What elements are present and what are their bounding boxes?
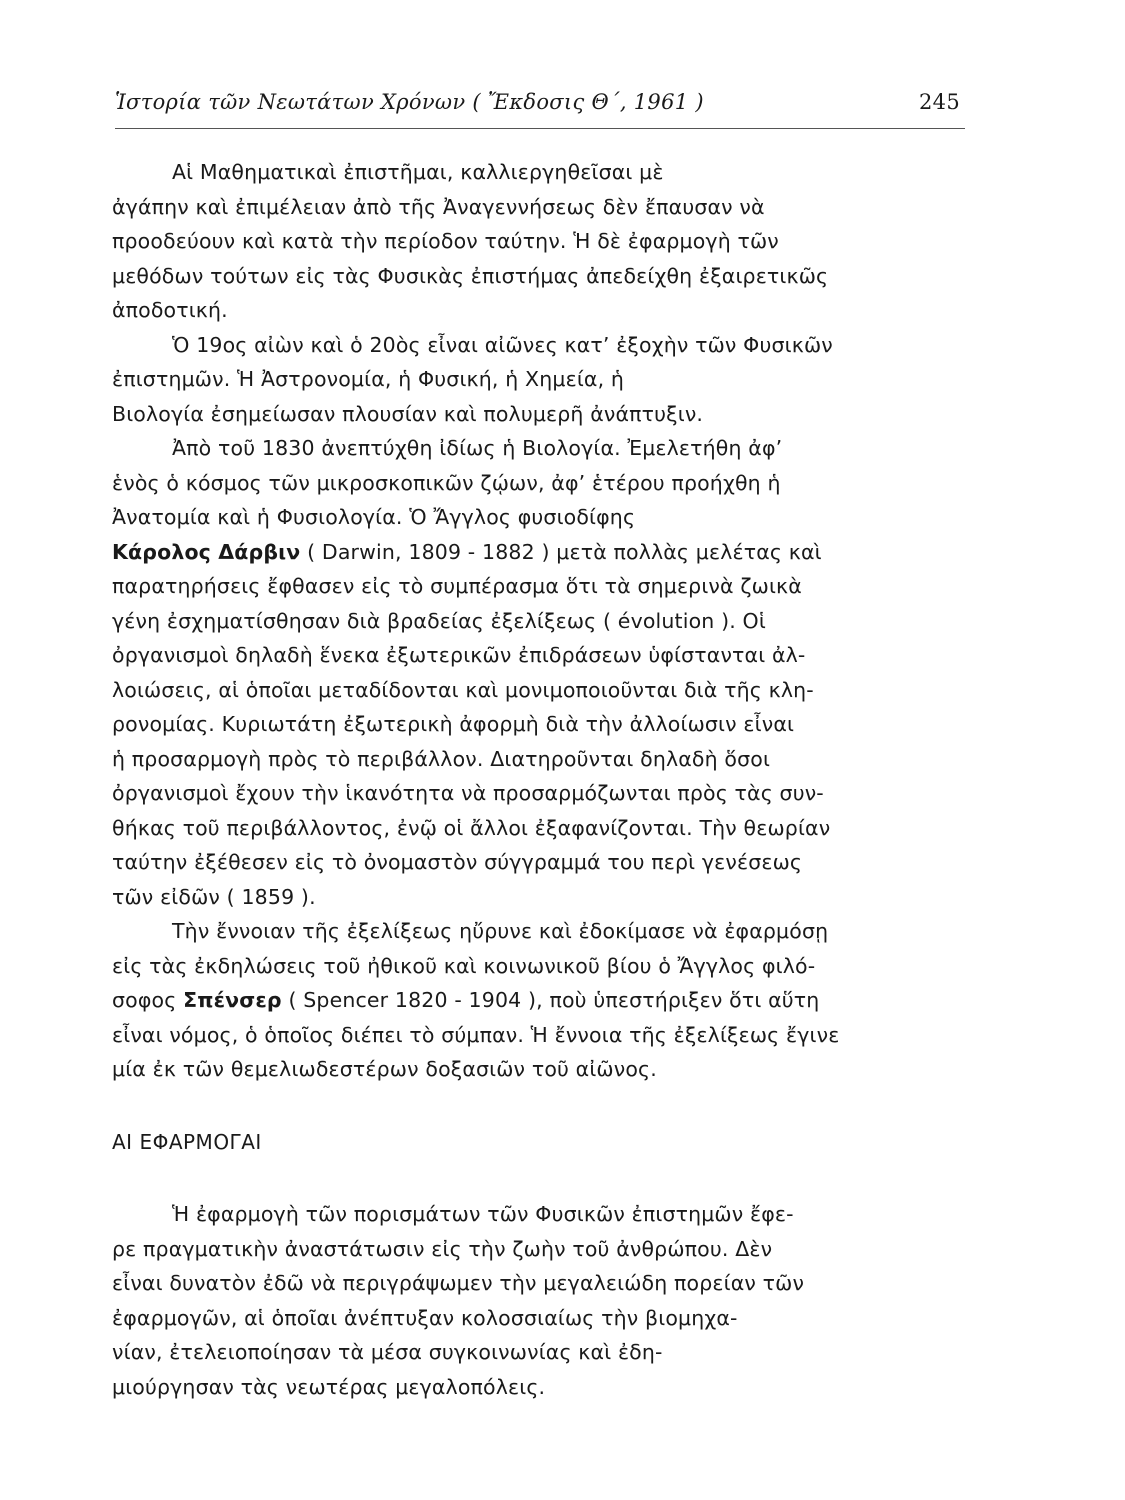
spencer-name: Σπένσερ [183,988,282,1012]
text-line: λοιώσεις, αἱ ὁποῖαι μεταδίδονται καὶ μονιμοποιοῦνται διὰ τῆς κλη- [112,677,814,702]
text-line: Ἀπὸ τοῦ 1830 ἀνεπτύχθη ἰδίως ἡ Βιολογία. Ἐμελετήθη ἀφ’ [172,436,783,460]
text-line: ἐπιστημῶν. Ἡ Ἀστρονομία, ἡ Φυσική, ἡ Χημεία, ἡ [112,367,625,391]
text-line: ἡ προσαρμογὴ πρὸς τὸ περιβάλλον. Διατηροῦνται δηλαδὴ ὅσοι [112,746,771,771]
text-line: προοδεύουν καὶ κατὰ τὴν περίοδον ταύτην. Ἡ δὲ ἐφαρμογὴ τῶν [112,229,779,253]
page-number: 245 [919,90,960,114]
text-line: εἶναι νόμος, ὁ ὁποῖος διέπει τὸ σύμπαν. Ἡ ἔννοια τῆς ἐξελίξεως ἔγινε [112,1022,840,1047]
text-line: Ὁ 19ος αἰὼν καὶ ὁ 20ὸς εἶναι αἰῶνες κατ’ ἐξοχὴν τῶν Φυσικῶν [172,332,833,357]
header-rule [115,128,965,129]
text-line: μία ἐκ τῶν θεμελιωδεστέρων δοξασιῶν τοῦ αἰῶνος. [112,1057,657,1081]
paragraph-mathematics [112,155,954,328]
running-header [115,90,960,114]
text-line: Ἀνατομία καὶ ἡ Φυσιολογία. Ὁ Ἄγγλος φυσιοδίφης [112,505,636,529]
text-line [112,983,954,1018]
darwin-name: Κάρολος Δάρβιν [112,539,301,564]
text-line: μιούργησαν τὰς νεωτέρας μεγαλοπόλεις. [112,1374,546,1399]
text-line: ρε πραγματικὴν ἀναστάτωσιν εἰς τὴν ζωὴν τοῦ ἀνθρώπου. Δὲν [112,1236,773,1261]
spacer [112,1087,954,1125]
text-line: ρονομίας. Κυριωτάτη ἐξωτερικὴ ἀφορμὴ διὰ τὴν ἀλλοίωσιν εἶναι [112,712,795,736]
spencer-line-rest: ( Spencer 1820 - 1904 ), ποὺ ὑπεστήριξεν ὅτι αὕτη [288,988,820,1012]
text-line: ἀποδοτική. [112,298,228,322]
paragraph-spencer [112,914,954,1087]
text-line: ὀργανισμοὶ ἔχουν τὴν ἱκανότητα νὰ προσαρμόζωνται πρὸς τὰς συν- [112,781,824,805]
text-line: ἀγάπην καὶ ἐπιμέλειαν ἀπὸ τῆς Ἀναγεννήσεως δὲν ἔπαυσαν νὰ [112,194,765,219]
text-line: γένη ἐσχηματίσθησαν διὰ βραδείας ἐξελίξεως ( évolution ). Οἱ [112,608,766,633]
paragraph-19th-century [112,328,954,432]
section-title: ΑΙ ΕΦΑΡΜΟΓΑΙ [112,1129,262,1154]
text-line: Βιολογία ἐσημείωσαν πλουσίαν καὶ πολυμερῆ ἀνάπτυξιν. [112,401,704,426]
text-line: εἶναι δυνατὸν ἐδῶ νὰ περιγράψωμεν τὴν μεγαλειώδη πορείαν τῶν [112,1271,805,1295]
text-line: εἰς τὰς ἐκδηλώσεις τοῦ ἠθικοῦ καὶ κοινωνικοῦ βίου ὁ Ἄγγλος φιλό- [112,953,816,978]
text-line: Τὴν ἔννοιαν τῆς ἐξελίξεως ηὔρυνε καὶ ἐδοκίμασε νὰ ἐφαρμόσῃ [172,919,829,943]
text-line: ταύτην ἐξέθεσεν εἰς τὸ ὀνομαστὸν σύγγραμμά του περὶ γενέσεως [112,850,803,874]
text-line: Ἡ ἐφαρμογὴ τῶν πορισμάτων τῶν Φυσικῶν ἐπιστημῶν ἔφε- [172,1202,794,1226]
paragraph-applications [112,1197,954,1404]
text-line: ὀργανισμοὶ δηλαδὴ ἕνεκα ἐξωτερικῶν ἐπιδράσεων ὑφίστανται ἀλ- [112,643,806,667]
text-line [112,535,954,570]
darwin-line-rest: ( Darwin, 1809 - 1882 ) μετὰ πολλὰς μελέτας καὶ [307,539,822,564]
text-line: τῶν εἰδῶν ( 1859 ). [112,884,316,909]
spacer [112,1159,954,1197]
text-line: παρατηρήσεις ἔφθασεν εἰς τὸ συμπέρασμα ὅτι τὰ σημερινὰ ζωικὰ [112,574,802,598]
text-line: νίαν, ἐτελειοποίησαν τὰ μέσα συγκοινωνίας καὶ ἐδη- [112,1340,663,1364]
spencer-prefix: σοφος [112,988,177,1012]
text-line: ἐφαρμογῶν, αἱ ὁποῖαι ἀνέπτυξαν κολοσσιαίως τὴν βιομηχα- [112,1305,738,1330]
text-line: θήκας τοῦ περιβάλλοντος, ἐνῷ οἱ ἄλλοι ἐξαφανίζονται. Τὴν θεωρίαν [112,815,831,840]
paragraph-darwin [112,431,954,914]
text-line: Αἱ Μαθηματικαὶ ἐπιστῆμαι, καλλιεργηθεῖσαι μὲ [172,160,664,184]
body-text [112,155,954,1404]
text-line: μεθόδων τούτων εἰς τὰς Φυσικὰς ἐπιστήμας ἀπεδείχθη ἐξαιρετικῶς [112,263,829,288]
text-line: ἑνὸς ὁ κόσμος τῶν μικροσκοπικῶν ζῴων, ἀφ’ ἑτέρου προήχθη ἡ [112,470,781,495]
header-title: Ἱστορία τῶν Νεωτάτων Χρόνων ( Ἔκδοσις Θ΄, 1961 ) [115,90,704,114]
